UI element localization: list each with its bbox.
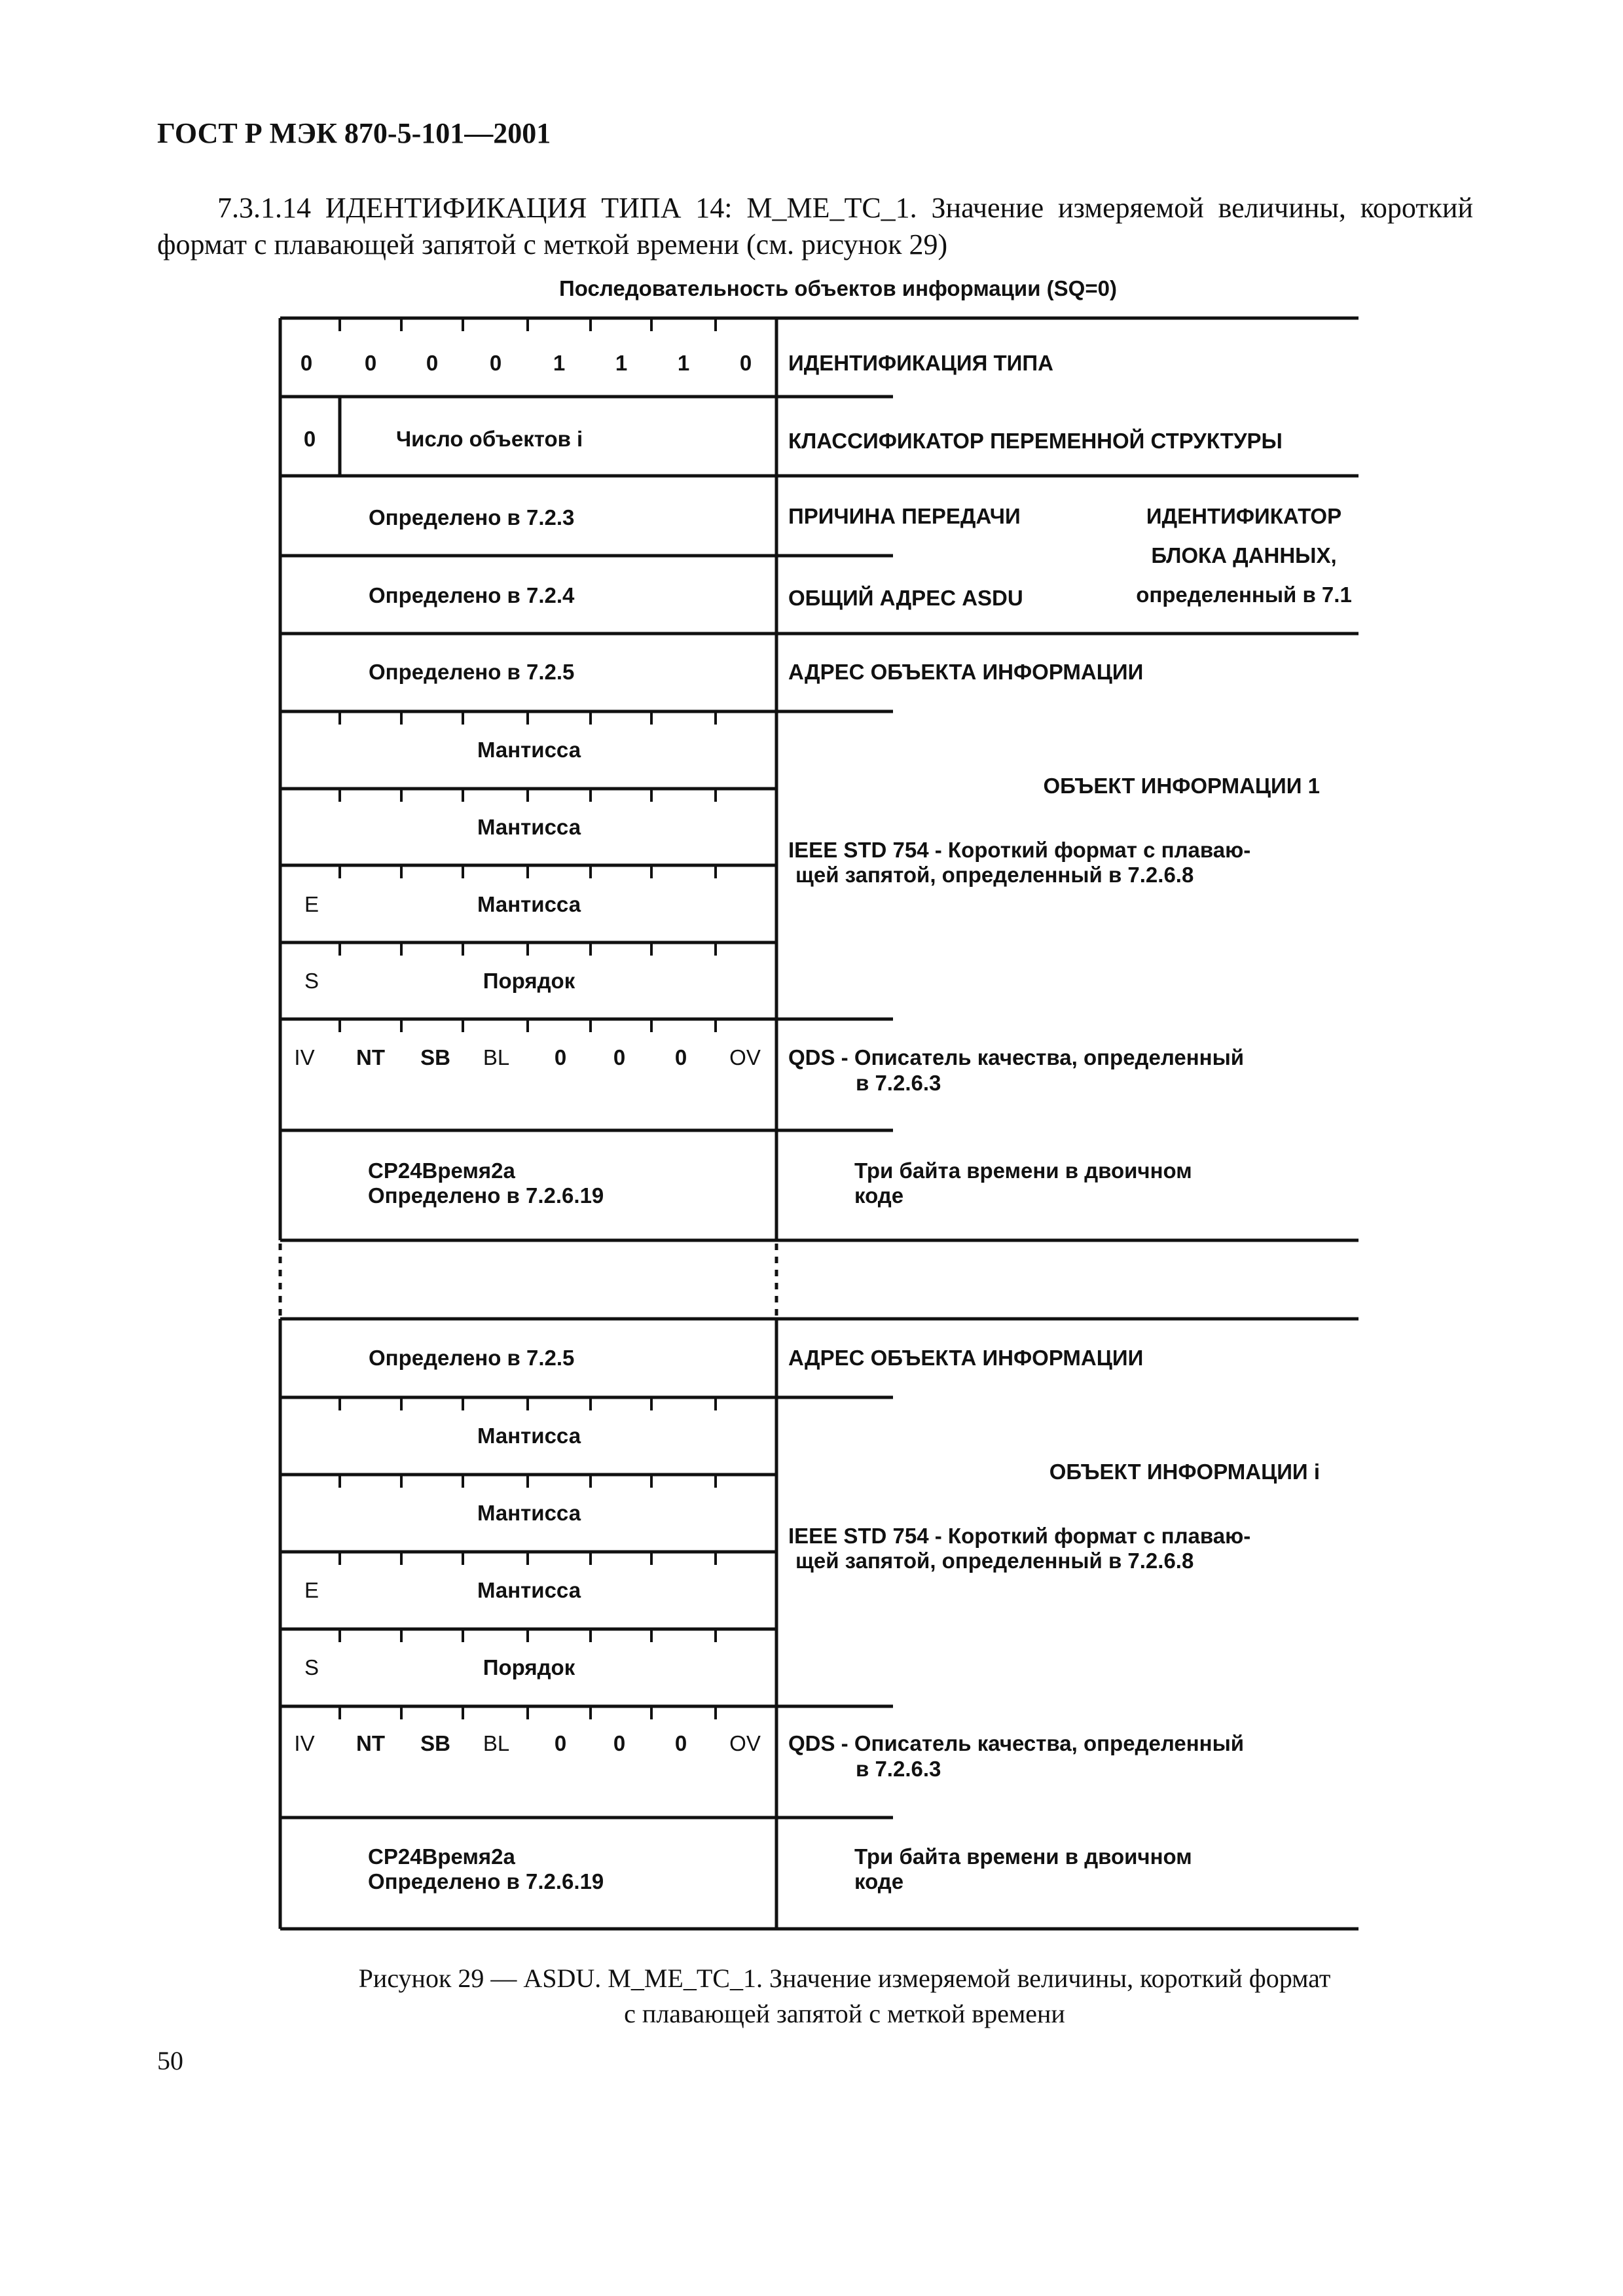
exponent: Порядок: [483, 1655, 575, 1679]
qds-line-1: QDS - Описатель качества, определенный: [788, 1045, 1245, 1069]
qds-bit-5: 0: [554, 1731, 567, 1755]
qds-bit-bl: BL: [483, 1731, 510, 1755]
time-desc-line-2: коде: [854, 1869, 904, 1893]
ticks-mantissa-3: [340, 865, 716, 878]
object-label: ОБЪЕКТ ИНФОРМАЦИИ 1: [1043, 774, 1320, 798]
type-id-bit-6: 1: [615, 351, 628, 375]
ieee-line-2: щей запятой, определенный в 7.2.6.8: [795, 1549, 1194, 1573]
qds-line-1: QDS - Описатель качества, определенный: [788, 1731, 1245, 1755]
type-id-label: ИДЕНТИФИКАЦИЯ ТИПА: [788, 351, 1053, 375]
ticks-mantissa-2-obj-i: [340, 1475, 716, 1488]
mantissa-1: Мантисса: [477, 738, 581, 762]
mantissa-3: Мантисса: [477, 892, 581, 916]
mantissa-3: Мантисса: [477, 1578, 581, 1602]
page-number: 50: [157, 2046, 183, 2075]
qds-bit-iv: IV: [294, 1731, 315, 1755]
qds-bit-sb: SB: [420, 1731, 450, 1755]
data-unit-id-line-3: определенный в 7.1: [1136, 583, 1352, 607]
ticks-qds: [340, 1019, 716, 1032]
continuation-dots: [280, 1244, 776, 1316]
figure-caption-line-1: Рисунок 29 — ASDU. M_ME_TC_1. Значение измеряемой величины, короткий формат: [358, 1964, 1331, 1993]
qds-bit-6: 0: [613, 1731, 626, 1755]
mantissa-1: Мантисса: [477, 1424, 581, 1448]
data-unit-id-line-2: БЛОКА ДАННЫХ,: [1151, 543, 1337, 567]
ieee-line-1: IEEE STD 754 - Короткий формат с плаваю-: [788, 838, 1251, 862]
type-id-bit-3: 0: [426, 351, 439, 375]
section-paragraph: 7.3.1.14 ИДЕНТИФИКАЦИЯ ТИПА 14: M_ME_TC_1. Значение измеряемой величины, короткий формат с плавающей запятой с меткой времени (см. рисунок 29): [157, 192, 1473, 260]
object-address-label: АДРЕС ОБЪЕКТА ИНФОРМАЦИИ: [788, 660, 1144, 684]
vsq-label: КЛАССИФИКАТОР ПЕРЕМЕННОЙ СТРУКТУРЫ: [788, 429, 1283, 453]
qds-bit-nt: NT: [356, 1731, 385, 1755]
ticks-mantissa-1-obj-i: [340, 1397, 716, 1410]
qds-bit-iv: IV: [294, 1045, 315, 1069]
asdu-address-label: ОБЩИЙ АДРЕС ASDU: [788, 586, 1023, 610]
type-id-bit-4: 0: [489, 351, 502, 375]
qds-bit-bl: BL: [483, 1045, 510, 1069]
time-line-1: CP24Время2а: [368, 1158, 515, 1183]
cot-text: Определено в 7.2.3: [369, 505, 575, 529]
time-desc-line-1: Три байта времени в двоичном: [854, 1844, 1192, 1869]
qds-bit-7: 0: [674, 1731, 687, 1755]
qds-bit-sb: SB: [420, 1045, 450, 1069]
ieee-line-2: щей запятой, определенный в 7.2.6.8: [795, 863, 1194, 887]
qds-bit-5: 0: [554, 1045, 567, 1069]
exponent-lsb-bit: E: [304, 1578, 319, 1602]
exponent: Порядок: [483, 969, 575, 993]
qds-bit-7: 0: [674, 1045, 687, 1069]
sign-bit: S: [304, 1655, 319, 1679]
exponent-lsb-bit: E: [304, 892, 319, 916]
ticks-exponent-obj-i: [340, 1629, 716, 1642]
vsq-bit: 0: [303, 427, 316, 451]
time-desc-line-1: Три байта времени в двоичном: [854, 1158, 1192, 1183]
sequence-title: Последовательность объектов информации (SQ=0): [559, 276, 1117, 300]
qds-bit-nt: NT: [356, 1045, 385, 1069]
data-unit-id-line-1: ИДЕНТИФИКАТОР: [1146, 504, 1342, 528]
qds-bit-ov: OV: [729, 1045, 761, 1069]
time-line-2: Определено в 7.2.6.19: [368, 1183, 604, 1208]
sign-bit: S: [304, 969, 319, 993]
qds-bit-ov: OV: [729, 1731, 761, 1755]
time-line-1: CP24Время2а: [368, 1844, 515, 1869]
time-desc-line-2: коде: [854, 1183, 904, 1208]
type-id-bit-5: 1: [553, 351, 566, 375]
ticks-mantissa-1: [340, 711, 716, 725]
object-label: ОБЪЕКТ ИНФОРМАЦИИ i: [1049, 1460, 1320, 1484]
qds-line-2: в 7.2.6.3: [856, 1757, 941, 1781]
asdu-address-text: Определено в 7.2.4: [369, 583, 575, 607]
standard-designation: ГОСТ Р МЭК 870-5-101—2001: [157, 117, 551, 149]
ieee-line-1: IEEE STD 754 - Короткий формат с плаваю-: [788, 1524, 1251, 1548]
figure-caption-line-2: с плавающей запятой с меткой времени: [624, 1999, 1065, 2028]
mantissa-2: Мантисса: [477, 815, 581, 839]
object-address-label: АДРЕС ОБЪЕКТА ИНФОРМАЦИИ: [788, 1346, 1144, 1370]
qds-bit-6: 0: [613, 1045, 626, 1069]
object-address-text: Определено в 7.2.5: [369, 660, 575, 684]
type-id-bit-8: 0: [739, 351, 752, 375]
object-address-text: Определено в 7.2.5: [369, 1346, 575, 1370]
ticks-type-id: [340, 318, 716, 331]
type-id-bit-7: 1: [677, 351, 690, 375]
time-line-2: Определено в 7.2.6.19: [368, 1869, 604, 1893]
ticks-mantissa-3-obj-i: [340, 1552, 716, 1565]
mantissa-2: Мантисса: [477, 1501, 581, 1525]
ticks-exponent: [340, 942, 716, 956]
ticks-qds-obj-i: [340, 1706, 716, 1719]
type-id-bit-1: 0: [300, 351, 313, 375]
type-id-bit-2: 0: [364, 351, 377, 375]
ticks-mantissa-2: [340, 789, 716, 802]
vsq-text: Число объектов i: [396, 427, 583, 451]
cot-label: ПРИЧИНА ПЕРЕДАЧИ: [788, 504, 1021, 528]
qds-line-2: в 7.2.6.3: [856, 1071, 941, 1095]
